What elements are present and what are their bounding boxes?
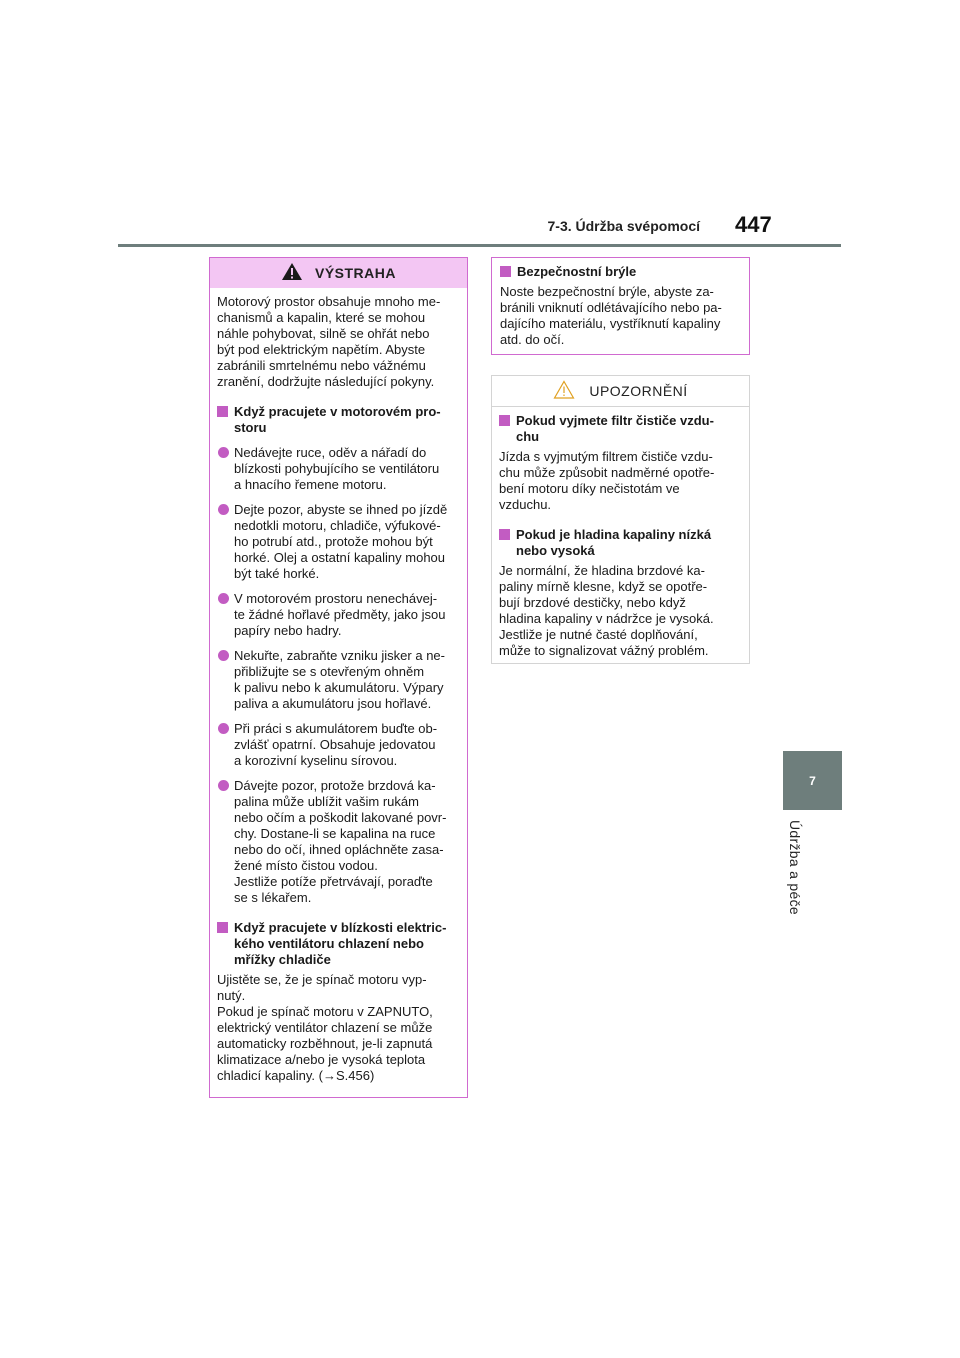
- round-bullet-icon: [218, 504, 229, 515]
- notice-section-2: [499, 527, 743, 559]
- round-bullet-icon: [218, 593, 229, 604]
- notice-section-1-title: Pokud vyjmete filtr čističe vzdu- chu: [516, 413, 714, 444]
- round-bullet-icon: [218, 780, 229, 791]
- safety-glasses-title: Bezpečnostní brýle: [517, 264, 637, 279]
- chapter-tab: 7: [783, 751, 842, 810]
- notice-box: [491, 375, 750, 664]
- warning-section-2-text: Ujistěte se, že je spínač motoru vyp- nutý. Pokud je spínač motoru v ZAPNUTO, elektrický ventilátor chlazení se může automaticky rozběhnout, je-li zapnutá klimatizace a/nebo je vysoká teplota chladicí kapaliny. (→S.456): [217, 972, 433, 1083]
- list-item-text: Při práci s akumulátorem buďte ob- zvlášť opatrní. Obsahuje jedovatou a korozivní kyselinu sírovou.: [234, 721, 438, 768]
- round-bullet-icon: [218, 650, 229, 661]
- list-item-text: Nekuřte, zabraňte vzniku jisker a ne- přibližujte se s otevřeným ohněm k palivu nebo k akumulátoru. Výpary paliva a akumulátoru jsou hořlavé.: [234, 648, 445, 711]
- round-bullet-icon: [218, 447, 229, 458]
- list-item-text: Nedávejte ruce, oděv a nářadí do blízkosti pohybujícího se ventilátoru a hnacího řemene motoru.: [234, 445, 440, 492]
- chapter-side-title: Údržba a péče: [787, 820, 803, 915]
- header-rule: [118, 244, 841, 247]
- list-item: [217, 445, 463, 493]
- list-item: [217, 778, 463, 906]
- safety-glasses-text: Noste bezpečnostní brýle, abyste za- bránili vniknutí odlétávajícího nebo pa- dajícího materiálu, vystříknutí kapaliny atd. do očí.: [500, 284, 722, 347]
- notice-header: [492, 376, 749, 407]
- square-bullet-icon: [499, 415, 510, 426]
- warning-title: VÝSTRAHA: [314, 265, 396, 281]
- list-item: [217, 502, 463, 582]
- warning-section-2: [217, 920, 463, 968]
- warning-box: [209, 257, 468, 1098]
- safety-glasses-heading: [500, 264, 741, 280]
- square-bullet-icon: [217, 406, 228, 417]
- notice-section-2-title: Pokud je hladina kapaliny nízká nebo vysoká: [516, 527, 712, 558]
- square-bullet-icon: [217, 922, 228, 933]
- list-item: [217, 721, 463, 769]
- notice-title: UPOZORNĚNÍ: [589, 383, 688, 399]
- list-item: [217, 591, 463, 639]
- safety-glasses-box: [491, 257, 750, 355]
- list-item-text: Dávejte pozor, protože brzdová ka- palina může ublížit vašim rukám nebo očím a poškodit lakované povr- chy. Dostane-li se kapalina na ruce nebo do očí, ihned opláchněte zasa- žené místo čistou vodou. Jestliže potíže přetrvávají, poraďte se s lékařem.: [234, 778, 447, 905]
- warning-triangle-icon: [281, 262, 303, 284]
- list-item-text: V motorovém prostoru nenechávej- te žádné hořlavé předměty, jako jsou papíry nebo hadry.: [234, 591, 446, 638]
- warning-header: [210, 258, 467, 288]
- round-bullet-icon: [218, 723, 229, 734]
- caution-triangle-icon: [553, 380, 575, 402]
- square-bullet-icon: [499, 529, 510, 540]
- notice-section-1: [499, 413, 743, 445]
- notice-section-1-text: Jízda s vyjmutým filtrem čističe vzdu- chu může způsobit nadměrné opotře- bení motoru díky nečistotám ve vzduchu.: [499, 449, 715, 512]
- section-title: 7-3. Údržba svépomocí: [547, 218, 700, 234]
- warning-section-1: [217, 404, 463, 436]
- list-item-text: Dejte pozor, abyste se ihned po jízdě nedotkli motoru, chladiče, výfukové- ho potrubí atd., protože mohou být horké. Olej a ostatní kapaliny mohou být také horké.: [234, 502, 448, 581]
- warning-intro: Motorový prostor obsahuje mnoho me- chanismů a kapalin, které se mohou náhle pohybovat, silně se ohřát nebo být pod elektrickým napětím. Abyste zabránili smrtelnému nebo vážnému zranění, dodržujte následující pokyny.: [217, 294, 441, 389]
- list-item: [217, 648, 463, 712]
- page-number: 447: [735, 212, 772, 237]
- square-bullet-icon: [500, 266, 511, 277]
- warning-section-2-title: Když pracujete v blízkosti elektric- kého ventilátoru chlazení nebo mřížky chladiče: [234, 920, 447, 967]
- notice-section-2-text: Je normální, že hladina brzdové ka- paliny mírně klesne, když se opotře- bují brzdové destičky, nebo když hladina kapaliny v nádržce je vysoká. Jestliže je nutné časté doplňování, může to signalizovat vážný problém.: [499, 563, 714, 658]
- warning-section-1-title: Když pracujete v motorovém pro- storu: [234, 404, 441, 435]
